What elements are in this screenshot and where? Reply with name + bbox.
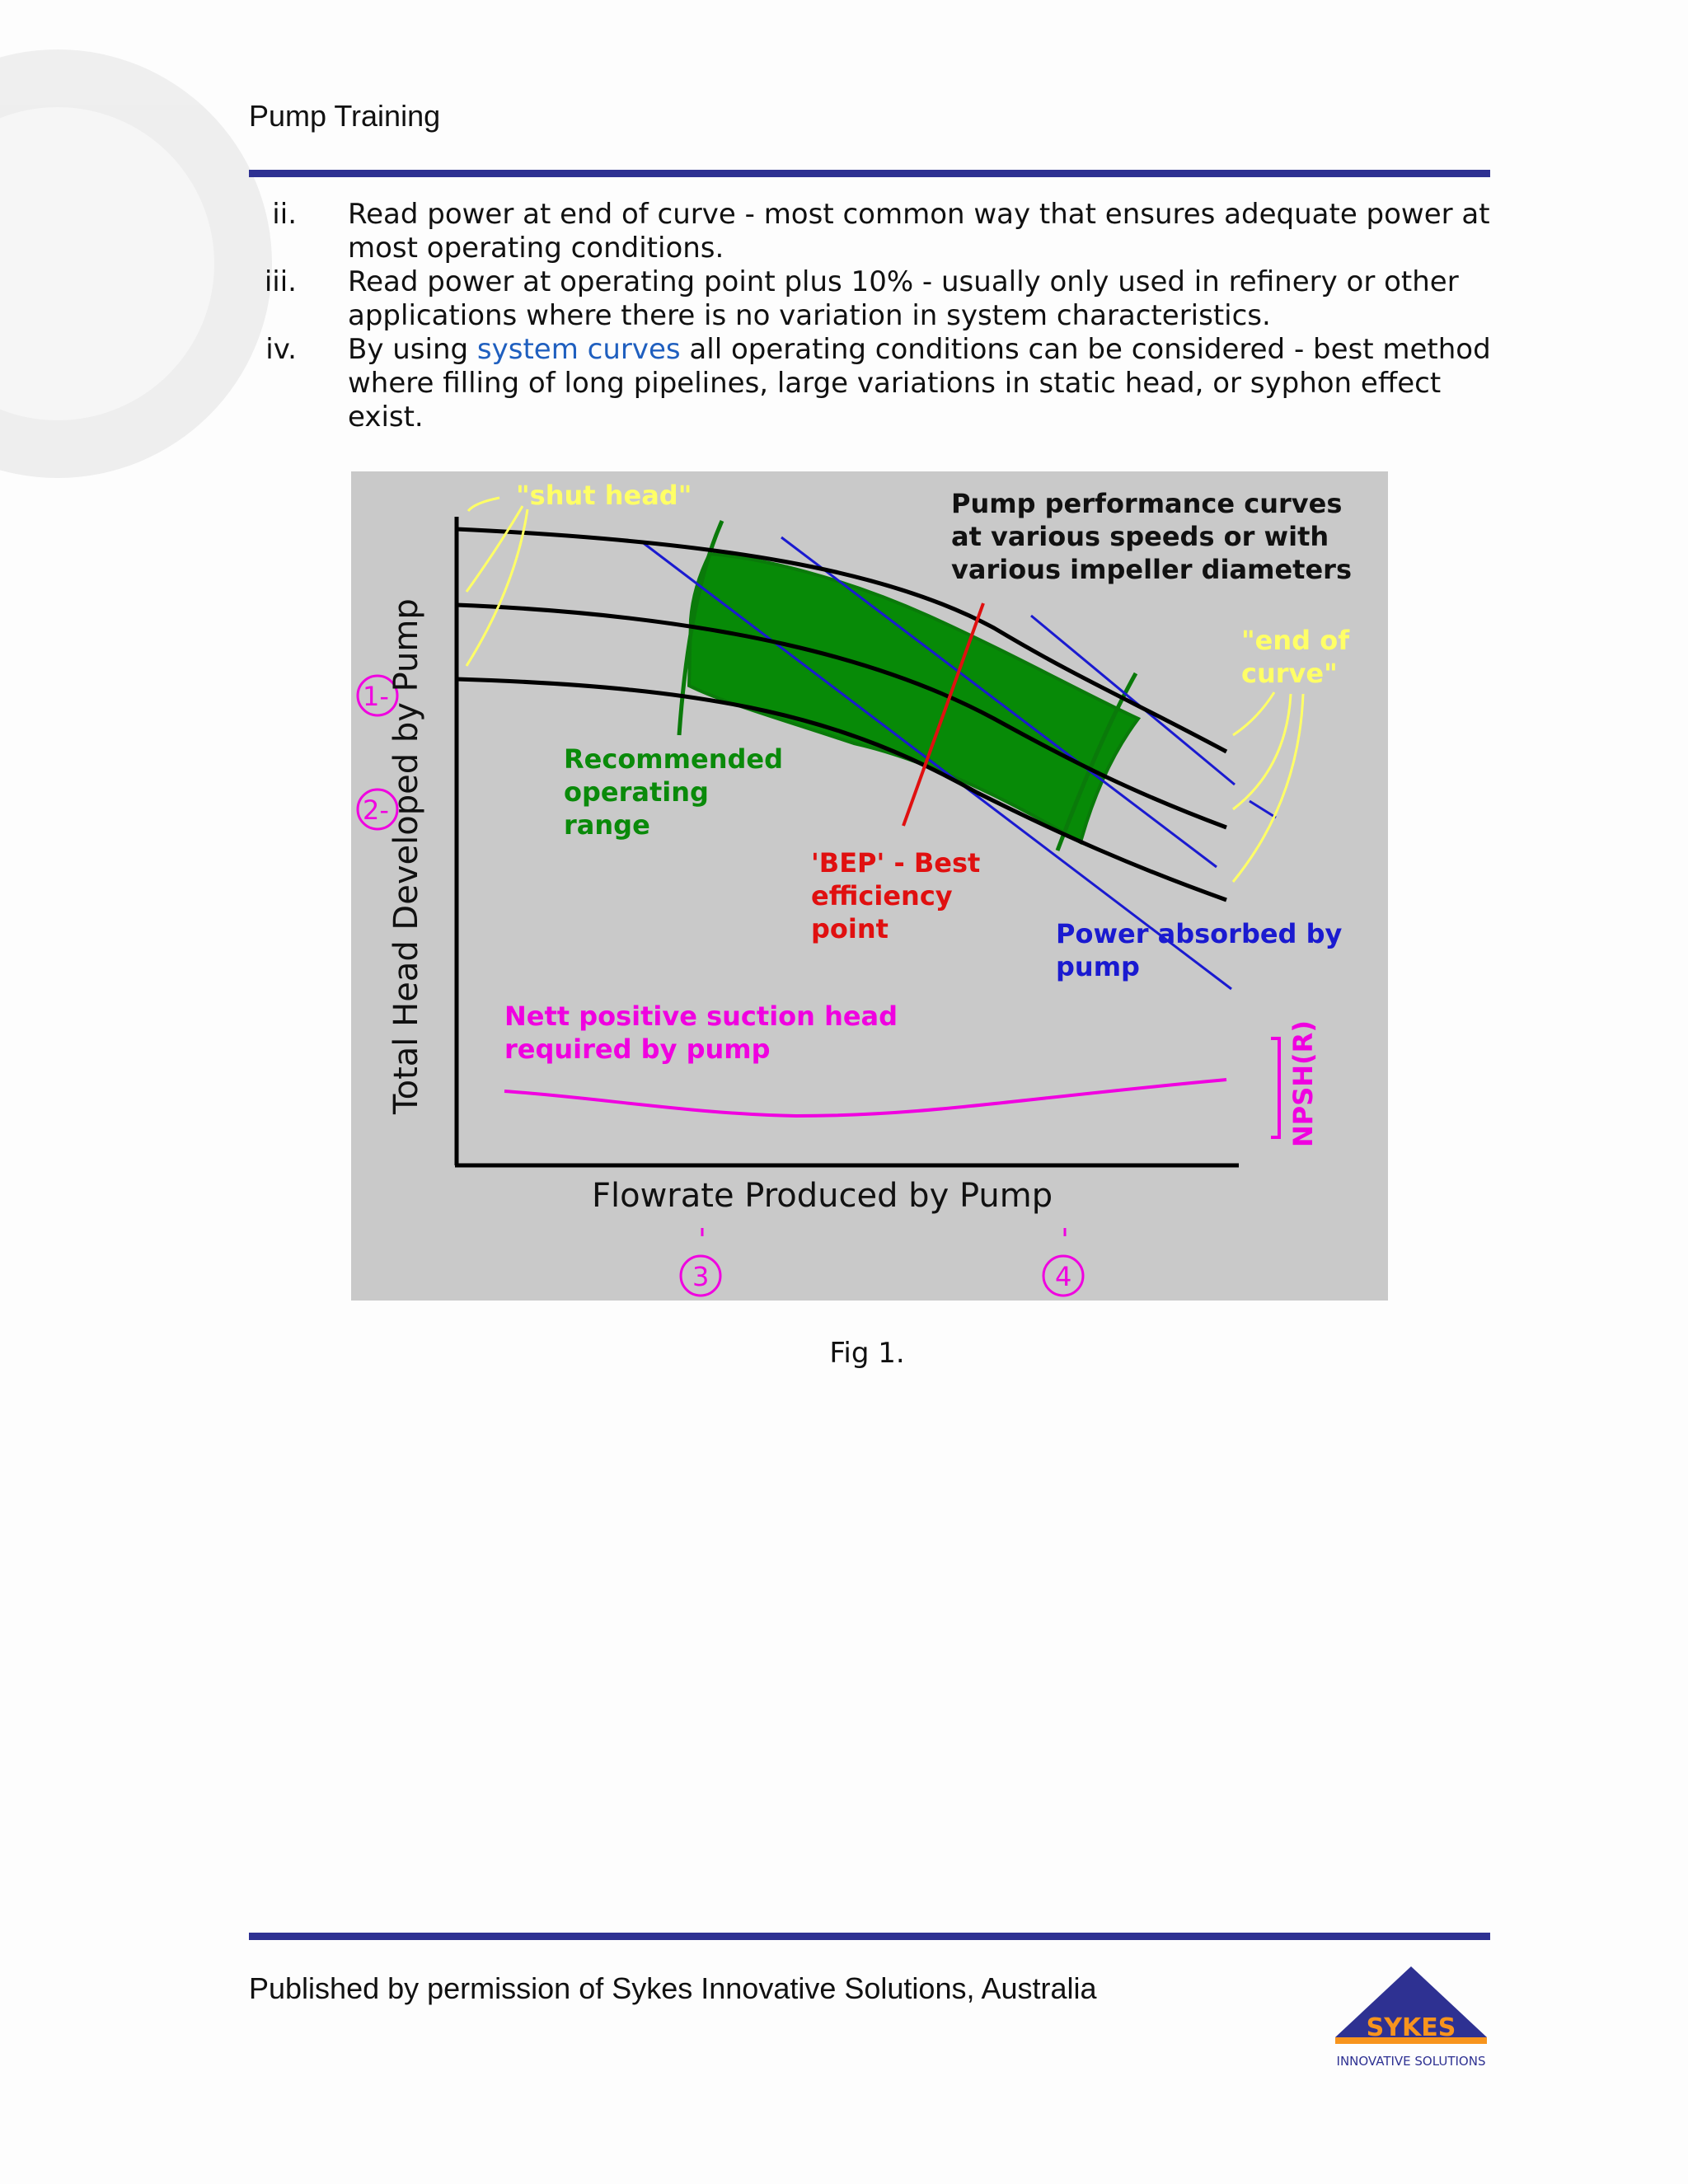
numbered-list [247,198,1500,434]
bep-label-line: efficiency [811,880,953,912]
y-axis-title: Total Head Developed by Pump [387,598,425,1114]
recommended-label-line: operating [564,776,709,808]
power-label-line: Power absorbed by [1056,918,1343,949]
logo-name: SYKES [1366,2013,1456,2042]
end-of-curve-arrows [1233,692,1303,882]
figure-caption: Fig 1. [829,1337,905,1370]
footer-rule [249,1933,1490,1940]
sykes-logo [1330,1966,1492,2079]
npsh-label-line: required by pump [504,1033,771,1065]
marker-3-label: 3 [692,1261,710,1292]
watermark-seal [0,49,272,478]
power-label-line: pump [1056,951,1140,982]
performance-label-line: at various speeds or with [951,521,1329,552]
logo-tagline: INNOVATIVE SOLUTIONS [1336,2054,1486,2069]
performance-label-line: Pump performance curves [951,488,1343,519]
list-item-text: Read power at end of curve - most common way that ensures adequate power at most operating conditions. [348,198,1490,265]
end-of-curve-label-line: curve" [1241,658,1338,689]
recommended-label-line: Recommended [564,743,783,775]
page-header-title: Pump Training [249,99,441,133]
shut-head-label: "shut head" [516,480,692,511]
marker-1-label: 1- [363,681,389,712]
list-item-text: Read power at operating point plus 10% - usually only used in refinery or other applications where there is no variation in system characteristics. [348,265,1459,332]
npsh-axis-label: NPSH(R) [1287,1020,1319,1147]
npsh-curve [504,1080,1226,1116]
list-item-text: By using system curves all operating conditions can be considered - best method where filling of long pipelines, large variations in static head, or syphon effect exist. [348,333,1491,434]
list-item-number: iii. [264,265,297,298]
x-axis-title: Flowrate Produced by Pump [592,1177,1053,1215]
system-curves-link[interactable]: system curves [476,333,681,366]
list-item-number: iv. [265,333,297,366]
marker-2-label: 2- [363,794,389,826]
list-item [247,265,1500,333]
bep-label-line: 'BEP' - Best [811,847,981,879]
performance-label-line: various impeller diameters [951,554,1352,585]
list-item [247,198,1500,265]
list-item [247,333,1500,434]
marker-4-label: 4 [1055,1261,1072,1292]
power-line [1250,801,1276,818]
pump-curve-figure [351,471,1388,1301]
shut-head-arrows [467,498,528,666]
footer-text: Published by permission of Sykes Innovative Solutions, Australia [249,1971,1097,2005]
npsh-label-line: Nett positive suction head [504,1001,898,1032]
npsh-bracket [1271,1038,1279,1137]
header-rule [249,170,1490,177]
recommended-label-line: range [564,809,650,841]
end-of-curve-label-line: "end of [1241,625,1350,656]
list-item-number: ii. [272,198,297,231]
bep-label-line: point [811,913,889,944]
